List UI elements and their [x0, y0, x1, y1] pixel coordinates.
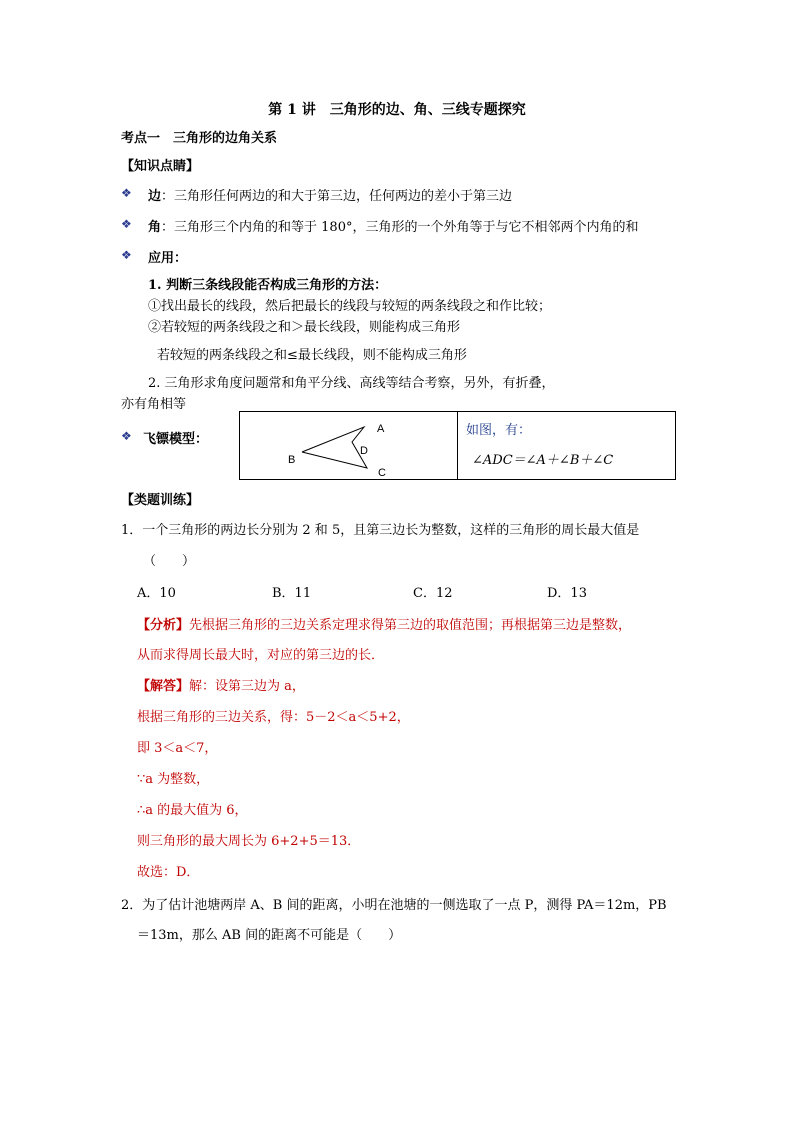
analysis-text: 从而求得周长最大时，对应的第三边的长．	[137, 648, 385, 663]
knowledge-header: 【知识点睛】	[121, 159, 200, 174]
point-d-label: D	[360, 445, 368, 457]
answer-line: 故选：D．	[137, 865, 200, 880]
dart-model-table	[239, 411, 676, 480]
q1-option-d: D．13	[547, 586, 587, 601]
answer-line: ∵a 为整数，	[137, 772, 210, 787]
analysis-tag: 【分析】	[137, 618, 190, 633]
point-b-label: B	[288, 454, 296, 466]
q1-option-c: C．12	[413, 586, 453, 601]
side-label: 边	[148, 189, 162, 204]
q1-answer-paren: （ ）	[143, 554, 196, 569]
page-title: 第 1 讲 三角形的边、角、三线专题探究	[268, 102, 526, 118]
angle-label: 角	[148, 220, 162, 235]
q2-line: ＝13m，那么 AB 间的距离不可能是（ ）	[137, 928, 402, 943]
apply-line: 若较短的两条线段之和≤最长线段，则不能构成三角形	[157, 348, 467, 363]
q1-answer	[137, 675, 305, 694]
dart-figure-cell	[240, 412, 458, 479]
apply-line: 1. 判断三条线段能否构成三角形的方法：	[148, 278, 388, 293]
angle-text: ：三角形三个内角的和等于 180°，三角形的一个外角等于与它不相邻两个内角的和	[161, 220, 639, 235]
answer-line: ∴a 的最大值为 6，	[137, 803, 248, 818]
dart-caption: 如图，有：	[466, 423, 532, 438]
q1-option-a: A．10	[137, 586, 176, 601]
bullet-icon: ❖	[121, 429, 132, 443]
bullet-icon: ❖	[121, 217, 132, 231]
point-a-label: A	[377, 423, 385, 435]
q1-analysis	[137, 614, 631, 633]
dart-model-label: 飞镖模型：	[143, 432, 209, 447]
dart-figure	[240, 412, 457, 479]
bullet-icon: ❖	[121, 186, 132, 200]
practice-header: 【类题训练】	[121, 493, 200, 508]
bullet-icon: ❖	[121, 248, 132, 262]
side-text: ：三角形任何两边的和大于第三边，任何两边的差小于第三边	[161, 189, 513, 204]
q1-stem: 1．一个三角形的两边长分别为 2 和 5，且第三边长为整数，这样的三角形的周长最大值是	[121, 523, 640, 538]
apply-line: 2. 三角形求角度问题常和角平分线、高线等结合考察，另外，有折叠，	[148, 376, 555, 391]
apply-line: 亦有角相等	[121, 397, 187, 412]
analysis-text: 先根据三角形的三边关系定理求得第三边的取值范围；再根据第三边是整数，	[189, 618, 632, 633]
answer-line: 解：设第三边为 a，	[189, 679, 305, 694]
answer-line: 即 3＜a＜7，	[137, 741, 218, 756]
q2-line: 2．为了估计池塘两岸 A、B 间的距离，小明在池塘的一侧选取了一点 P，测得 PA＝12m，PB	[121, 898, 667, 913]
dart-formula: ∠ADC＝∠A＋∠B＋∠C	[472, 453, 614, 468]
answer-tag: 【解答】	[137, 679, 190, 694]
answer-line: 根据三角形的三边关系，得：5－2＜a＜5+2，	[137, 710, 410, 725]
apply-label: 应用：	[148, 251, 188, 266]
answer-line: 则三角形的最大周长为 6+2+5＝13．	[137, 834, 361, 849]
q1-option-b: B．11	[272, 586, 312, 601]
dart-formula-cell	[458, 412, 675, 479]
angle-point	[148, 216, 638, 235]
apply-line: ①找出最长的线段，然后把最长的线段与较短的两条线段之和作比较；	[148, 299, 552, 314]
point-c-label: C	[378, 467, 386, 479]
side-point	[148, 185, 512, 204]
apply-line: ②若较短的两条线段之和＞最长线段，则能构成三角形	[148, 320, 461, 335]
section-heading: 考点一 三角形的边角关系	[121, 131, 278, 146]
dart-shape	[302, 427, 367, 468]
